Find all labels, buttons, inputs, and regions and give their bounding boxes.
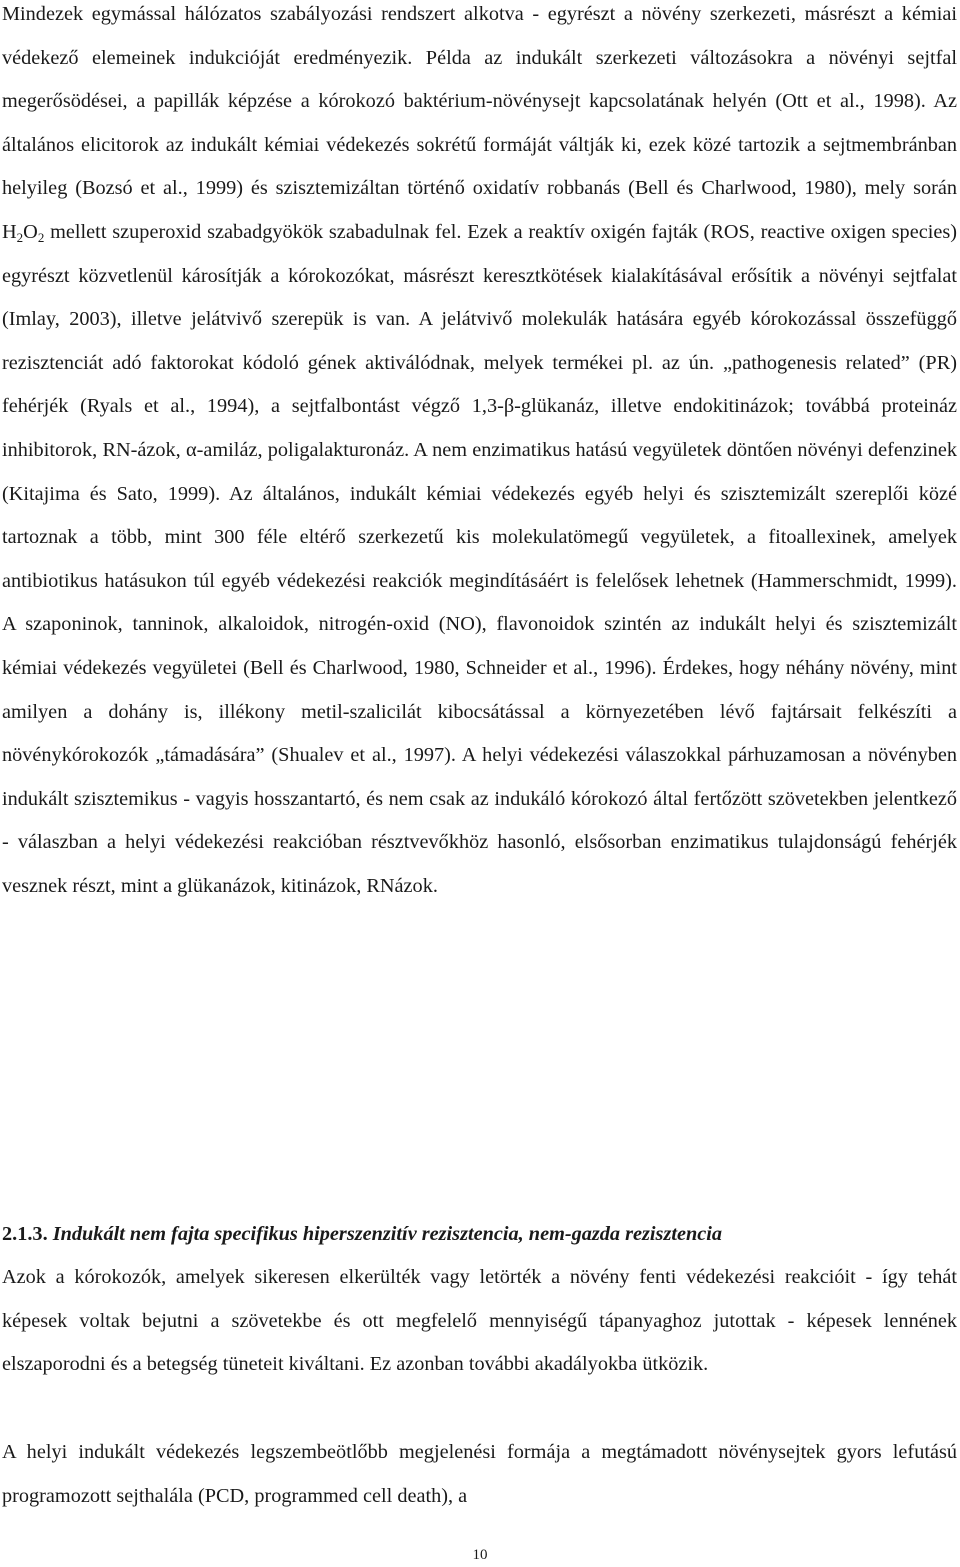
paragraph-text: Azok a kórokozók, amelyek sikeresen elkerülték vagy letörték a növény fenti védekezési reakcióit - így tehát képesek voltak bejutni a szövetekbe és ott megfelelő mennyiségű tápanyaghoz jutottak - képesek lennének elszaporodni és a betegség tüneteit kiváltani. Ez azonban további akadályokba ütközik.	[2, 1266, 957, 1376]
paragraph-text: A helyi indukált védekezés legszembeötlőbb megjelenési formája a megtámadott növénysejtek gyors lefutású programozott sejthalála (PCD, programmed cell death), a	[2, 1441, 957, 1507]
subscript: 2	[16, 229, 24, 245]
body-paragraph-local-defense	[2, 1431, 957, 1518]
body-paragraph-pathogens	[2, 1256, 957, 1387]
chemical-formula-h2o2: $H_2O_2$	[2, 220, 45, 245]
section-title: Indukált nem fajta specifikus hiperszenzitív rezisztencia, nem-gazda rezisztencia	[52, 1223, 723, 1245]
paragraph-intro-text: Mindezek egymással hálózatos szabályozási rendszert alkotva - egyrészt a növény szerkezeti, másrészt a kémiai védekező elemeinek indukcióját eredményezik. Példa az indukált szerkezeti változásokra a növényi sejtfal megerősödései, a papillák képzése a kórokozó baktérium-növénysejt kapcsolatának helyén (Ott et al., 1998).	[2, 3, 957, 113]
page-number: 10	[472, 1547, 488, 1563]
section-heading	[2, 1213, 957, 1257]
body-paragraph-elicitors	[2, 0, 957, 908]
subscript: 2	[37, 229, 45, 245]
section-number: 2.1.3.	[2, 1223, 48, 1245]
paragraph-elicitors-text: Az általános elicitorok az indukált kémiai védekezés sokrétű formáját váltják ki, ezek közé tartozik a sejtmembránban helyileg (Bozsó et al., 1999) és szisztemizáltan történő oxidatív robbanás (Bell és Charlwood, 1980), mely során	[2, 90, 957, 200]
paragraph-text	[2, 0, 957, 908]
paragraph-continuation-text: mellett szuperoxid szabadgyökök szabadulnak fel. Ezek a reaktív oxigén fajták (ROS, reactive oxigen species) egyrészt közvetlenül károsítják a kórokozókat, másrészt keresztkötések kialakításával erősítik a növényi sejtfalat (Imlay, 2003), illetve jelátvivő szerepük is van. A jelátvivő molekulák hatására egyéb kórokozással összefüggő rezisztenciát adó faktorokat kódoló gének aktiválódnak, melyek termékei pl. az ún. „pathogenesis related” (PR) fehérjék (Ryals et al., 1994), a sejtfalbontást végző 1,3-β-glükanáz, illetve endokitinázok; továbbá proteináz inhibitorok, RN-ázok, α-amiláz, poligalakturonáz. A nem enzimatikus hatású vegyületek döntően növényi defenzinek (Kitajima és Sato, 1999). Az általános, indukált kémiai védekezés egyéb helyi és szisztemizált szereplői közé tartoznak a több, mint 300 féle eltérő szerkezetű kis molekulatömegű vegyületek, a fitoallexinek, amelyek antibiotikus hatásukon túl egyéb védekezési reakciók megindításáért is felelősek lehetnek (Hammerschmidt, 1999). A szaponinok, tanninok, alkaloidok, nitrogén-oxid (NO), flavonoidok szintén az indukált helyi és szisztemizált kémiai védekezés vegyületei (Bell és Charlwood, 1980, Schneider et al., 1996). Érdekes, hogy néhány növény, mint amilyen a dohány is, illékony metil-szalicilát kibocsátással a környezetében lévő fajtársait felkészíti a növénykórokozók „támadására” (Shualev et al., 1997). A helyi védekezési válaszokkal párhuzamosan a növényben indukált szisztemikus - vagyis hosszantartó, és nem csak az indukáló kórokozó által fertőzött szövetekben jelentkező - válaszban a helyi védekezési reakcióban résztvevőkhöz hasonló, elsősorban enzimatikus tulajdonságú fehérjék vesznek részt, mint a glükanázok, kitinázok, RNázok.	[2, 220, 957, 897]
